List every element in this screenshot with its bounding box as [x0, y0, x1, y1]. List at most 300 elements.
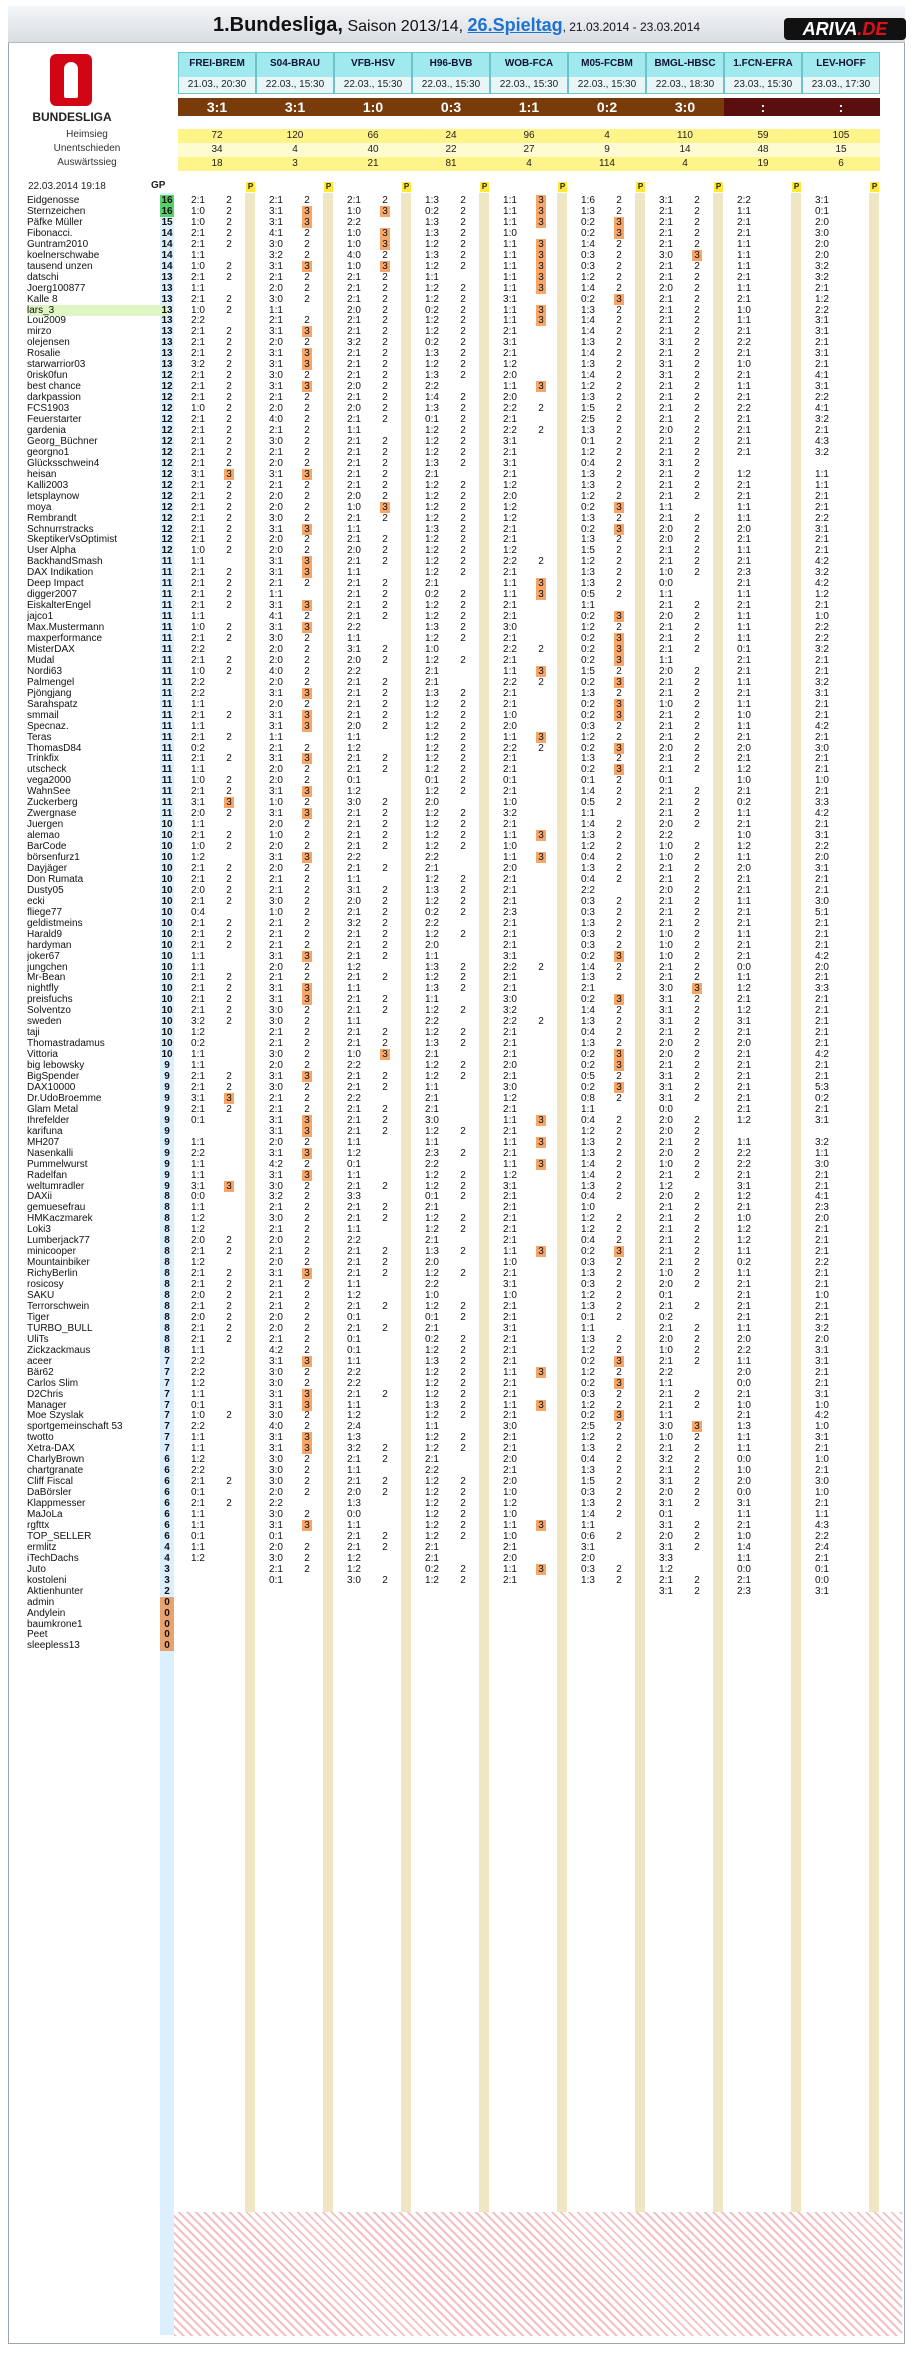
player-name[interactable]: TURBO_BULL — [27, 1322, 93, 1334]
player-name[interactable]: TOP_SELLER — [27, 1530, 92, 1542]
player-tip: 3:1 — [659, 1519, 673, 1531]
player-tip: 2:1 — [659, 227, 673, 239]
tip-score: 2 — [460, 205, 466, 217]
ariva-logo[interactable] — [784, 18, 906, 40]
player-name[interactable]: Andylein — [27, 1607, 66, 1619]
player-name[interactable]: moya — [27, 501, 52, 513]
player-name[interactable]: darkpassion — [27, 392, 81, 404]
player-name[interactable]: Klappmesser — [27, 1498, 86, 1510]
player-name[interactable]: Zickzackmaus — [27, 1344, 91, 1356]
player-name[interactable]: utscheck — [27, 764, 67, 776]
player-tip: 2:1 — [347, 687, 361, 699]
player-tip: 2:1 — [269, 1563, 283, 1575]
player-name[interactable]: Lumberjack77 — [27, 1235, 90, 1247]
player-name[interactable]: hardyman — [27, 939, 72, 951]
match-header[interactable] — [256, 52, 334, 94]
player-name[interactable]: weltumradler — [27, 1180, 85, 1192]
player-tip: 1:2 — [425, 567, 439, 579]
player-name[interactable]: Cliff Fiscal — [27, 1476, 73, 1488]
match-header[interactable] — [412, 52, 490, 94]
player-name[interactable]: WahnSee — [27, 786, 71, 798]
player-tip: 1:3 — [581, 567, 595, 579]
player-tip: 2:1 — [659, 205, 673, 217]
player-tip: 0:1 — [425, 1191, 439, 1203]
player-tip: 1:3 — [581, 1268, 595, 1280]
tip-score: 2 — [226, 654, 232, 666]
player-name[interactable]: börsenfurz1 — [27, 852, 80, 863]
match-header[interactable] — [334, 52, 412, 94]
player-name[interactable]: Tiger — [27, 1311, 50, 1323]
match-header[interactable] — [802, 52, 880, 94]
player-name[interactable]: MH207 — [27, 1136, 60, 1148]
player-name[interactable]: Don Rumata — [27, 873, 84, 885]
player-tip: 1:5 — [581, 545, 595, 557]
player-tip: 1:3 — [425, 1246, 439, 1258]
tip-score: 2 — [304, 1016, 310, 1028]
player-tip: 0:2 — [581, 1049, 595, 1061]
player-points: 10 — [161, 1049, 173, 1061]
match-header[interactable] — [178, 52, 256, 94]
player-name[interactable]: chartgranate — [27, 1465, 84, 1477]
tip-score: 2 — [694, 731, 700, 743]
player-tip: 1:1 — [425, 950, 439, 962]
player-name[interactable]: 0risk0fun — [27, 370, 68, 382]
tip-score: 2 — [382, 676, 388, 688]
tip-score: 2 — [538, 742, 544, 754]
player-name[interactable]: Mudal — [27, 654, 55, 666]
tip-score: 2 — [694, 293, 700, 305]
player-name[interactable]: best chance — [27, 381, 81, 393]
player-name[interactable]: User Alpha — [27, 545, 76, 557]
player-name[interactable]: Teras — [27, 731, 52, 743]
player-tip: 3:1 — [269, 687, 283, 699]
player-name[interactable]: koelnerschwabe — [27, 249, 100, 261]
match-header[interactable] — [724, 52, 802, 94]
player-name[interactable]: big lebowsky — [27, 1060, 85, 1072]
player-name[interactable]: datschi — [27, 271, 59, 283]
player-tip: 3:0 — [815, 895, 829, 907]
player-name[interactable]: Dusty05 — [27, 884, 64, 896]
tip-score: 2 — [304, 457, 310, 469]
player-name[interactable]: jajco1 — [27, 611, 54, 623]
player-tip: 3:2 — [815, 446, 829, 458]
player-name[interactable]: twotto — [27, 1432, 54, 1444]
tip-score: 2 — [382, 1114, 388, 1126]
player-name[interactable]: MisterDAX — [27, 643, 75, 655]
player-tip: 4:1 — [815, 403, 829, 415]
player-tip: 2:1 — [347, 589, 361, 601]
tip-score: 2 — [694, 1541, 700, 1553]
player-name[interactable]: Specnaz. — [27, 720, 69, 732]
tip-score: 3 — [302, 1389, 312, 1400]
player-name[interactable]: Glam Metal — [27, 1103, 79, 1115]
player-name[interactable]: Dr.UdoBroemme — [27, 1092, 102, 1104]
player-name[interactable]: FCS1903 — [27, 403, 70, 415]
player-tip: 1:0 — [269, 830, 283, 842]
player-tip: 1:2 — [737, 1114, 751, 1126]
player-points: 8 — [164, 1224, 170, 1236]
player-tip: 2:0 — [191, 1235, 205, 1247]
player-name[interactable]: joker67 — [27, 950, 60, 962]
player-tip: 1:3 — [425, 195, 439, 206]
tip-score: 2 — [304, 1552, 310, 1564]
player-tip: 1:1 — [815, 1509, 829, 1520]
player-name[interactable]: Loki3 — [27, 1224, 51, 1236]
player-name[interactable]: Vittoria — [27, 1049, 58, 1061]
player-name[interactable]: heisan — [27, 468, 57, 480]
tip-score: 2 — [460, 1191, 466, 1203]
player-tip: 1:0 — [191, 260, 205, 272]
player-name[interactable]: Feuerstarter — [27, 414, 82, 425]
player-tip: 2:0 — [269, 819, 283, 831]
player-tip: 1:2 — [347, 742, 361, 754]
tip-score: 2 — [304, 1311, 310, 1323]
player-tip: 2:1 — [815, 1311, 829, 1323]
player-tip: 3:1 — [659, 1476, 673, 1488]
player-name[interactable]: Sternzeichen — [27, 205, 86, 217]
tip-score: 2 — [616, 195, 622, 206]
player-name[interactable]: Zuckerberg — [27, 797, 78, 809]
player-tip: 2:1 — [815, 819, 829, 831]
player-tip: 1:2 — [191, 852, 205, 863]
player-points: 8 — [164, 1202, 170, 1214]
tip-score: 3 — [380, 261, 390, 272]
player-name[interactable]: Moe Szyslak — [27, 1410, 84, 1422]
player-tip: 1:2 — [425, 1060, 439, 1072]
player-tip: 1:2 — [581, 1290, 595, 1301]
match-name: S04-BRAU — [269, 58, 320, 69]
player-name[interactable]: SkeptikerVsOptimist — [27, 534, 118, 546]
label-away-win: Auswärtssieg — [57, 157, 117, 168]
tip-score: 2 — [226, 753, 232, 765]
player-name[interactable]: DAX10000 — [27, 1081, 76, 1093]
player-tip: 0:4 — [581, 1235, 595, 1247]
player-name[interactable]: DAXii — [27, 1191, 53, 1203]
player-points: 11 — [161, 611, 173, 623]
player-name[interactable]: alemao — [27, 830, 60, 842]
tip-score: 2 — [382, 753, 388, 765]
player-name[interactable]: BackhandSmash — [27, 556, 103, 568]
player-name[interactable]: Juto — [27, 1563, 46, 1575]
player-tip: 1:3 — [581, 1333, 595, 1345]
player-name[interactable]: MaJoLa — [27, 1509, 63, 1520]
player-name[interactable]: Zwergnase — [27, 808, 77, 820]
player-tip: 2:5 — [581, 414, 595, 425]
player-tip: 3:1 — [659, 1092, 673, 1104]
player-name[interactable]: lars_3 — [27, 305, 167, 316]
tip-score: 2 — [460, 1300, 466, 1312]
player-name[interactable]: maxperformance — [27, 633, 103, 644]
match-header[interactable] — [646, 52, 724, 94]
player-tip: 2:1 — [659, 753, 673, 765]
player-tip: 2:0 — [191, 1311, 205, 1323]
player-name[interactable]: baumkrone1 — [27, 1618, 83, 1630]
player-tip: 1:2 — [659, 1563, 673, 1575]
player-name[interactable]: Rembrandt — [27, 512, 77, 524]
player-name[interactable]: Palmengel — [27, 676, 75, 688]
player-tip: 2:1 — [503, 1410, 517, 1422]
player-points: 10 — [161, 841, 173, 853]
player-name[interactable]: taji — [27, 1027, 40, 1039]
table-row[interactable] — [12, 1640, 902, 1653]
player-name[interactable]: admin — [27, 1596, 55, 1608]
p-header: P — [403, 182, 410, 191]
player-tip: 2:1 — [347, 457, 361, 469]
player-name[interactable]: Deep Impact — [27, 578, 84, 590]
player-tip: 2:0 — [659, 1487, 673, 1499]
player-tip: 2:1 — [347, 1530, 361, 1542]
player-name[interactable]: Eidgenosse — [27, 195, 80, 206]
player-name[interactable]: minicooper — [27, 1246, 76, 1258]
player-tip: 0:3 — [581, 906, 595, 918]
player-name[interactable]: Fibonacci. — [27, 227, 73, 239]
player-name[interactable]: Pjöngjang — [27, 687, 72, 699]
player-tip: 3:1 — [269, 983, 283, 995]
player-points: 11 — [161, 687, 173, 699]
player-tip: 1:2 — [503, 359, 517, 371]
player-name[interactable]: Päfke Müller — [27, 216, 83, 228]
player-tip: 3:1 — [503, 1279, 517, 1291]
tip-score: 2 — [382, 414, 388, 425]
player-name[interactable]: Peet — [27, 1629, 48, 1641]
tip-score: 3 — [536, 305, 546, 316]
tip-score: 2 — [460, 775, 466, 787]
player-name[interactable]: Lou2009 — [27, 315, 66, 327]
player-points: 12 — [161, 435, 173, 447]
player-points: 10 — [161, 895, 173, 907]
player-tip: 3:1 — [659, 370, 673, 382]
tip-score: 2 — [694, 1322, 700, 1334]
player-tip: 0:2 — [581, 523, 595, 535]
player-tip: 1:2 — [347, 1147, 361, 1159]
player-points: 10 — [161, 873, 173, 885]
player-name[interactable]: gemuesefrau — [27, 1202, 86, 1214]
player-name[interactable]: CharlyBrown — [27, 1454, 85, 1466]
player-name[interactable]: Trinkfix — [27, 753, 59, 765]
tip-score: 2 — [304, 1410, 310, 1422]
match-date: 21.03., 20:30 — [179, 77, 255, 93]
tip-score: 2 — [616, 1191, 622, 1203]
player-name[interactable]: Mountainbiker — [27, 1257, 90, 1269]
player-tip: 1:1 — [815, 468, 829, 480]
player-name[interactable]: letsplaynow — [27, 490, 80, 502]
player-tip: 2:2 — [503, 961, 517, 973]
tip-score: 2 — [694, 819, 700, 831]
player-name[interactable]: vega2000 — [27, 775, 71, 787]
player-name[interactable]: BarCode — [27, 841, 67, 853]
player-name[interactable]: D2Chris — [27, 1388, 64, 1400]
player-tip: 3:2 — [815, 1136, 829, 1148]
player-name[interactable]: Xetra-DAX — [27, 1443, 75, 1455]
tip-score: 2 — [226, 1410, 232, 1422]
player-name[interactable]: DAX Indikation — [27, 567, 94, 579]
player-tip: 0:3 — [581, 1487, 595, 1499]
tip-score: 2 — [616, 304, 622, 316]
tip-score: 2 — [616, 1443, 622, 1455]
player-name[interactable]: nightfly — [27, 983, 59, 995]
player-tip: 3:0 — [815, 227, 829, 239]
player-name[interactable]: Aktienhunter — [27, 1585, 84, 1597]
player-tip: 2:1 — [503, 1235, 517, 1247]
player-name[interactable]: fliege77 — [27, 906, 63, 918]
player-tip: 2:2 — [815, 1257, 829, 1269]
player-name[interactable]: mirzo — [27, 326, 52, 338]
tip-score: 2 — [382, 1071, 388, 1082]
player-name[interactable]: smmail — [27, 709, 59, 721]
player-name[interactable]: sweden — [27, 1016, 62, 1028]
match-header[interactable] — [568, 52, 646, 94]
player-tip: 1:2 — [581, 622, 595, 634]
player-name[interactable]: iTechDachs — [27, 1552, 79, 1564]
player-name[interactable]: HMKaczmarek — [27, 1213, 93, 1225]
player-tip: 2:1 — [659, 490, 673, 502]
player-tip: 3:1 — [581, 1541, 595, 1553]
player-tip: 2:1 — [503, 1147, 517, 1159]
player-points: 8 — [164, 1322, 170, 1334]
tip-score: 2 — [304, 392, 310, 404]
player-name[interactable]: Sarahspatz — [27, 698, 78, 710]
player-name[interactable]: EiskalterEngel — [27, 600, 91, 612]
player-name[interactable]: sleepless13 — [27, 1640, 80, 1652]
player-name[interactable]: Bär62 — [27, 1366, 54, 1378]
tip-score: 2 — [694, 852, 700, 863]
tip-score: 2 — [616, 720, 622, 732]
player-name[interactable]: karifuna — [27, 1125, 63, 1137]
player-name[interactable]: SAKU — [27, 1290, 55, 1301]
tip-score: 2 — [616, 1114, 622, 1126]
player-tip: 0:1 — [581, 435, 595, 447]
player-tip: 1:1 — [503, 260, 517, 272]
player-name[interactable]: Juergen — [27, 819, 64, 831]
player-tip: 1:1 — [191, 1541, 205, 1553]
player-name[interactable]: tausend unzen — [27, 260, 93, 272]
matchday-link[interactable]: 26.Spieltag — [467, 15, 563, 35]
player-name[interactable]: jungchen — [27, 961, 68, 973]
player-tip: 3:1 — [815, 862, 829, 874]
player-name[interactable]: rgfttx — [27, 1519, 50, 1531]
player-name[interactable]: starwarrior03 — [27, 359, 86, 371]
tip-score: 2 — [616, 1344, 622, 1356]
player-name[interactable]: UliTs — [27, 1333, 49, 1345]
player-tip: 4:2 — [815, 556, 829, 568]
tip-score: 2 — [304, 545, 310, 557]
player-name[interactable]: Joerg100877 — [27, 282, 86, 294]
player-tip: 1:0 — [737, 1530, 751, 1542]
player-name[interactable]: Nasenkalli — [27, 1147, 74, 1159]
tip-score: 2 — [694, 1202, 700, 1214]
player-name[interactable]: gardenia — [27, 424, 66, 436]
player-tip: 2:2 — [191, 1421, 205, 1433]
tip-score: 2 — [382, 928, 388, 940]
player-name[interactable]: olejensen — [27, 337, 70, 349]
tip-score: 2 — [382, 315, 388, 327]
player-name[interactable]: Georg_Büchner — [27, 435, 98, 447]
player-tip: 3:1 — [269, 1519, 283, 1531]
tip-score: 2 — [694, 600, 700, 612]
player-name[interactable]: geldistmeins — [27, 917, 83, 929]
player-name[interactable]: Carlos Slim — [27, 1377, 79, 1389]
player-tip: 1:0 — [581, 1202, 595, 1214]
player-tip: 0:0 — [737, 1377, 751, 1389]
player-name[interactable]: Dayjäger — [27, 862, 68, 874]
tip-score: 2 — [694, 1498, 700, 1510]
player-name[interactable]: kostoleni — [27, 1574, 67, 1586]
player-name[interactable]: Guntram2010 — [27, 238, 89, 250]
player-points: 3 — [164, 1574, 170, 1586]
tip-score: 3 — [302, 326, 312, 337]
player-name[interactable]: digger2007 — [27, 589, 78, 601]
player-tip: 0:2 — [581, 1081, 595, 1093]
player-tip: 2:1 — [347, 446, 361, 458]
player-name[interactable]: Glücksschwein4 — [27, 457, 100, 469]
player-name[interactable]: sportgemeinschaft 53 — [27, 1421, 123, 1433]
player-name[interactable]: BigSpender — [27, 1071, 80, 1082]
tip-score: 2 — [382, 1038, 388, 1050]
player-tip: 1:1 — [191, 1060, 205, 1072]
player-name[interactable]: Schnurrstracks — [27, 523, 94, 535]
tip-score: 2 — [616, 731, 622, 743]
player-name[interactable]: Mr-Bean — [27, 972, 66, 984]
player-tip: 2:0 — [269, 1487, 283, 1499]
player-name[interactable]: ecki — [27, 895, 45, 907]
player-name[interactable]: Ihrefelder — [27, 1114, 70, 1126]
player-name[interactable]: ermlitz — [27, 1541, 57, 1553]
player-tip: 1:3 — [425, 687, 439, 699]
player-name[interactable]: Thomastradamus — [27, 1038, 105, 1050]
player-name[interactable]: Rosalie — [27, 348, 61, 360]
player-points: 10 — [161, 1016, 173, 1028]
player-name[interactable]: Harald9 — [27, 928, 63, 940]
player-name[interactable]: aceer — [27, 1355, 53, 1367]
player-tip: 2:1 — [659, 403, 673, 415]
player-tip: 1:0 — [815, 1487, 829, 1499]
player-name[interactable]: Terrorschwein — [27, 1300, 90, 1312]
player-tip: 1:2 — [191, 1027, 205, 1039]
player-name[interactable]: DaBörsler — [27, 1487, 72, 1499]
match-date: 22.03., 18:30 — [647, 77, 723, 93]
player-name[interactable]: rosicosy — [27, 1279, 64, 1291]
player-points: 9 — [164, 1158, 170, 1170]
tip-score: 2 — [694, 622, 700, 634]
tip-score: 2 — [304, 1103, 310, 1115]
player-name[interactable]: Kalle 8 — [27, 293, 58, 305]
player-name[interactable]: ThomasD84 — [27, 742, 82, 754]
player-name[interactable]: Manager — [27, 1399, 67, 1411]
player-name[interactable]: RichyBerlin — [27, 1268, 78, 1280]
player-points: 10 — [161, 1005, 173, 1017]
player-name[interactable]: preisfuchs — [27, 994, 73, 1006]
tip-score: 2 — [460, 622, 466, 634]
player-name[interactable]: georgno1 — [27, 446, 70, 458]
player-name[interactable]: Nordi63 — [27, 665, 63, 677]
player-name[interactable]: Solventzo — [27, 1005, 71, 1017]
player-tip: 3:2 — [815, 567, 829, 579]
player-name[interactable]: Kalli2003 — [27, 479, 69, 491]
player-tip: 2:0 — [269, 282, 283, 294]
player-tip: 2:1 — [503, 1038, 517, 1050]
player-name[interactable]: Max.Mustermann — [27, 622, 105, 634]
player-tip: 1:2 — [503, 1092, 517, 1104]
player-tip: 2:3 — [737, 1585, 751, 1597]
match-header[interactable] — [490, 52, 568, 94]
player-tip: 2:1 — [737, 731, 751, 743]
player-tip: 2:1 — [503, 446, 517, 458]
player-tip: 1:0 — [425, 643, 439, 655]
player-name[interactable]: Pummelwurst — [27, 1158, 88, 1170]
player-tip: 2:1 — [191, 271, 205, 283]
player-tip: 2:1 — [815, 1279, 829, 1291]
player-name[interactable]: Radelfan — [27, 1169, 68, 1181]
